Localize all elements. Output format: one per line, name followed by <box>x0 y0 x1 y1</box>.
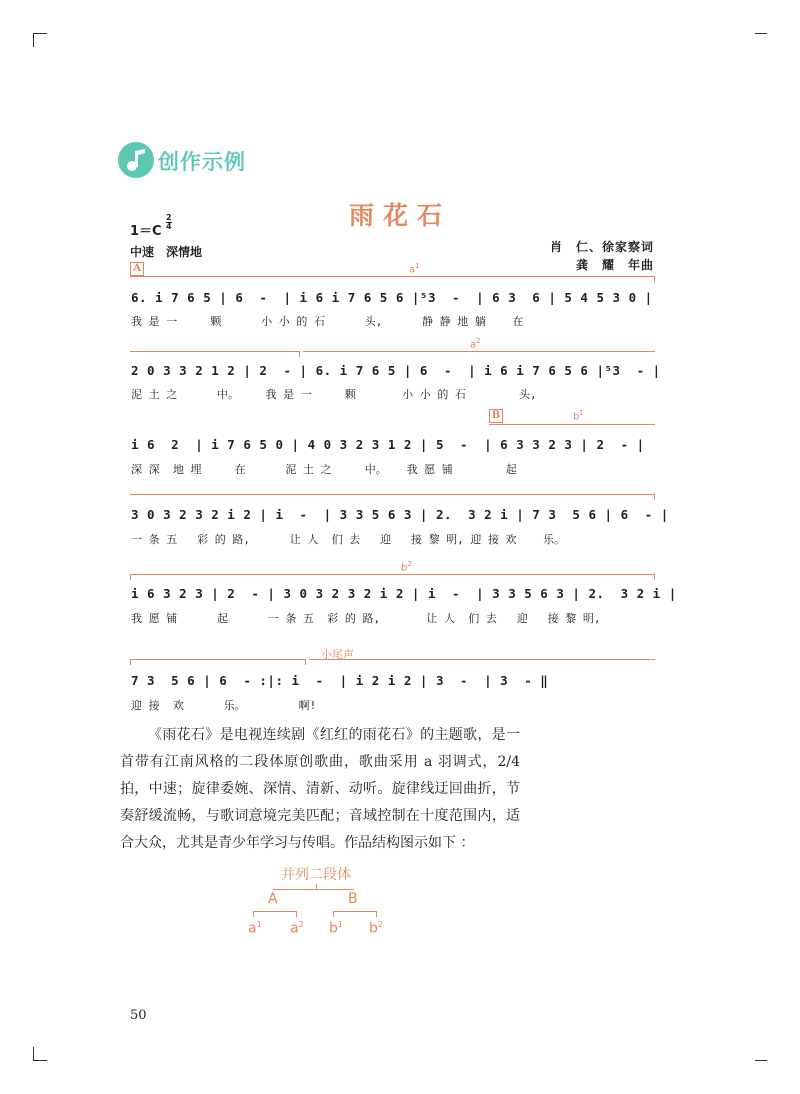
phrase-bracket-end <box>654 494 655 500</box>
diagram-phrase-a1 <box>248 920 262 937</box>
song-title: 雨花石 <box>348 201 451 230</box>
phrase-letter: a <box>409 264 416 276</box>
crop-mark <box>755 1060 767 1061</box>
phrase-bracket-end <box>305 659 306 665</box>
diagram-connector <box>273 889 354 890</box>
diagram-letter: a <box>290 920 299 937</box>
phrase-bracket <box>130 574 655 575</box>
description-text: 《雨花石》是电视连续剧《红红的雨花石》的主题歌，是一首带有江南风格的二段体原创歌曲，歌曲采用 a 羽调式，2/4 拍，中速；旋律委婉、深情、清新、动听。旋律线迂回曲折，节奏舒缓流畅，与歌词意境完美匹配；音域控制在十度范围内，适合大众，尤其是青少年学习与传唱。作品结构图示如下 ： <box>120 727 520 851</box>
time-denominator: 4 <box>166 222 172 231</box>
phrase-bracket <box>130 659 306 660</box>
time-signature <box>166 214 172 231</box>
music-note-icon <box>118 142 154 178</box>
score-lyrics: 一 条 五 彩 的 路, 让 人 们 去 迎 接 黎 明, 迎 接 欢 乐。 <box>131 533 566 546</box>
diagram-number: 1 <box>337 920 343 929</box>
phrase-letter: b <box>401 562 408 574</box>
diagram-letter: a <box>248 920 257 937</box>
diagram-number: 1 <box>256 920 262 929</box>
crop-mark <box>33 33 47 34</box>
phrase-bracket-end <box>654 574 655 580</box>
coda-bracket <box>309 659 655 660</box>
phrase-bracket-start <box>130 659 131 665</box>
crop-mark <box>755 33 767 34</box>
phrase-label-b2 <box>401 560 412 573</box>
score-lyrics: 我 愿 铺 起 一 条 五 彩 的 路, 让 人 们 去 迎 接 黎 明, <box>131 612 601 625</box>
composer-credit: 龚 耀 年曲 <box>575 258 654 272</box>
diagram-section-b: B <box>348 891 358 907</box>
diagram-phrase-a2 <box>290 920 304 937</box>
diagram-connector <box>333 911 334 917</box>
phrase-number: 1 <box>415 262 420 270</box>
section-b-marker: B <box>489 409 503 423</box>
score-notes: 6. i 7 6 5 | 6 - | i 6 i 7 6 5 6 |⁵3 - | 6 3 6 | 5 4 5 3 0 | <box>131 290 653 305</box>
phrase-bracket-end <box>654 276 655 282</box>
diagram-letter: b <box>329 920 338 937</box>
tempo-marking: 中速 深情地 <box>130 245 203 259</box>
diagram-phrase-b2 <box>369 920 383 937</box>
diagram-phrase-b1 <box>329 920 343 937</box>
phrase-number: 2 <box>476 337 481 345</box>
phrase-label-a2 <box>470 337 481 350</box>
score-notes: 3 0 3 2 3 2 i 2 | i - | 3 3 5 6 3 | 2. 3 2 i | 7 3 5 6 | 6 - | <box>131 507 669 522</box>
phrase-bracket <box>303 351 655 352</box>
crop-mark <box>33 1047 34 1061</box>
description-paragraph <box>120 722 520 857</box>
phrase-number: 1 <box>579 409 584 417</box>
score-notes: i 6 3 2 3 | 2 - | 3 0 3 2 3 2 i 2 | i - | 3 3 5 6 3 | 2. 3 2 i | <box>131 586 677 601</box>
phrase-label-a1 <box>409 262 420 275</box>
score-lyrics: 泥 土 之 中。 我 是 一 颗 小 小 的 石 头, <box>131 388 537 401</box>
lyricist-credit: 肖 仁、徐家察词 <box>549 240 654 254</box>
phrase-bracket <box>489 424 655 425</box>
phrase-bracket <box>130 351 300 352</box>
diagram-connector <box>296 911 297 917</box>
score-lyrics: 深 深 地 埋 在 泥 土 之 中。 我 愿 铺 起 <box>131 463 517 476</box>
phrase-bracket-start <box>130 574 131 580</box>
phrase-number: 2 <box>407 560 412 568</box>
phrase-bracket-end <box>299 351 300 357</box>
crop-mark <box>33 1060 47 1061</box>
coda-label: 小尾声 <box>321 648 354 661</box>
score-notes: 7 3 5 6 | 6 - :|: i - | i 2 i 2 | 3 - | 3 - ‖ <box>131 673 549 688</box>
score-lyrics: 迎 接 欢 乐。 啊! <box>131 699 317 712</box>
diagram-connector <box>333 911 377 912</box>
diagram-number: 2 <box>377 920 383 929</box>
score-notes: 2 0 3 3 2 1 2 | 2 - | 6. i 7 6 5 | 6 - | i 6 i 7 6 5 6 |⁵3 - | <box>131 363 661 378</box>
section-a-marker: A <box>130 262 144 276</box>
diagram-root: 并列二段体 <box>281 867 351 883</box>
diagram-number: 2 <box>298 920 304 929</box>
diagram-section-a: A <box>268 891 278 907</box>
phrase-bracket <box>130 494 655 495</box>
key-signature: 1＝C <box>130 224 162 239</box>
section-title: 创作示例 <box>158 150 246 174</box>
score-lyrics: 我 是 一 颗 小 小 的 石 头, 静 静 地 躺 在 <box>131 315 524 328</box>
phrase-letter: a <box>470 339 477 351</box>
diagram-connector <box>253 911 254 917</box>
score-notes: i 6 2 | i 7 6 5 0 | 4 0 3 2 3 1 2 | 5 - | 6 3 3 2 3 | 2 - | <box>131 437 645 452</box>
phrase-letter: b <box>573 411 580 423</box>
diagram-letter: b <box>369 920 378 937</box>
page-number: 50 <box>130 1008 147 1023</box>
phrase-label-b1 <box>573 409 584 422</box>
phrase-bracket <box>130 276 655 277</box>
time-numerator: 2 <box>166 213 172 222</box>
diagram-connector <box>253 911 297 912</box>
crop-mark <box>33 33 34 47</box>
diagram-connector <box>376 911 377 917</box>
